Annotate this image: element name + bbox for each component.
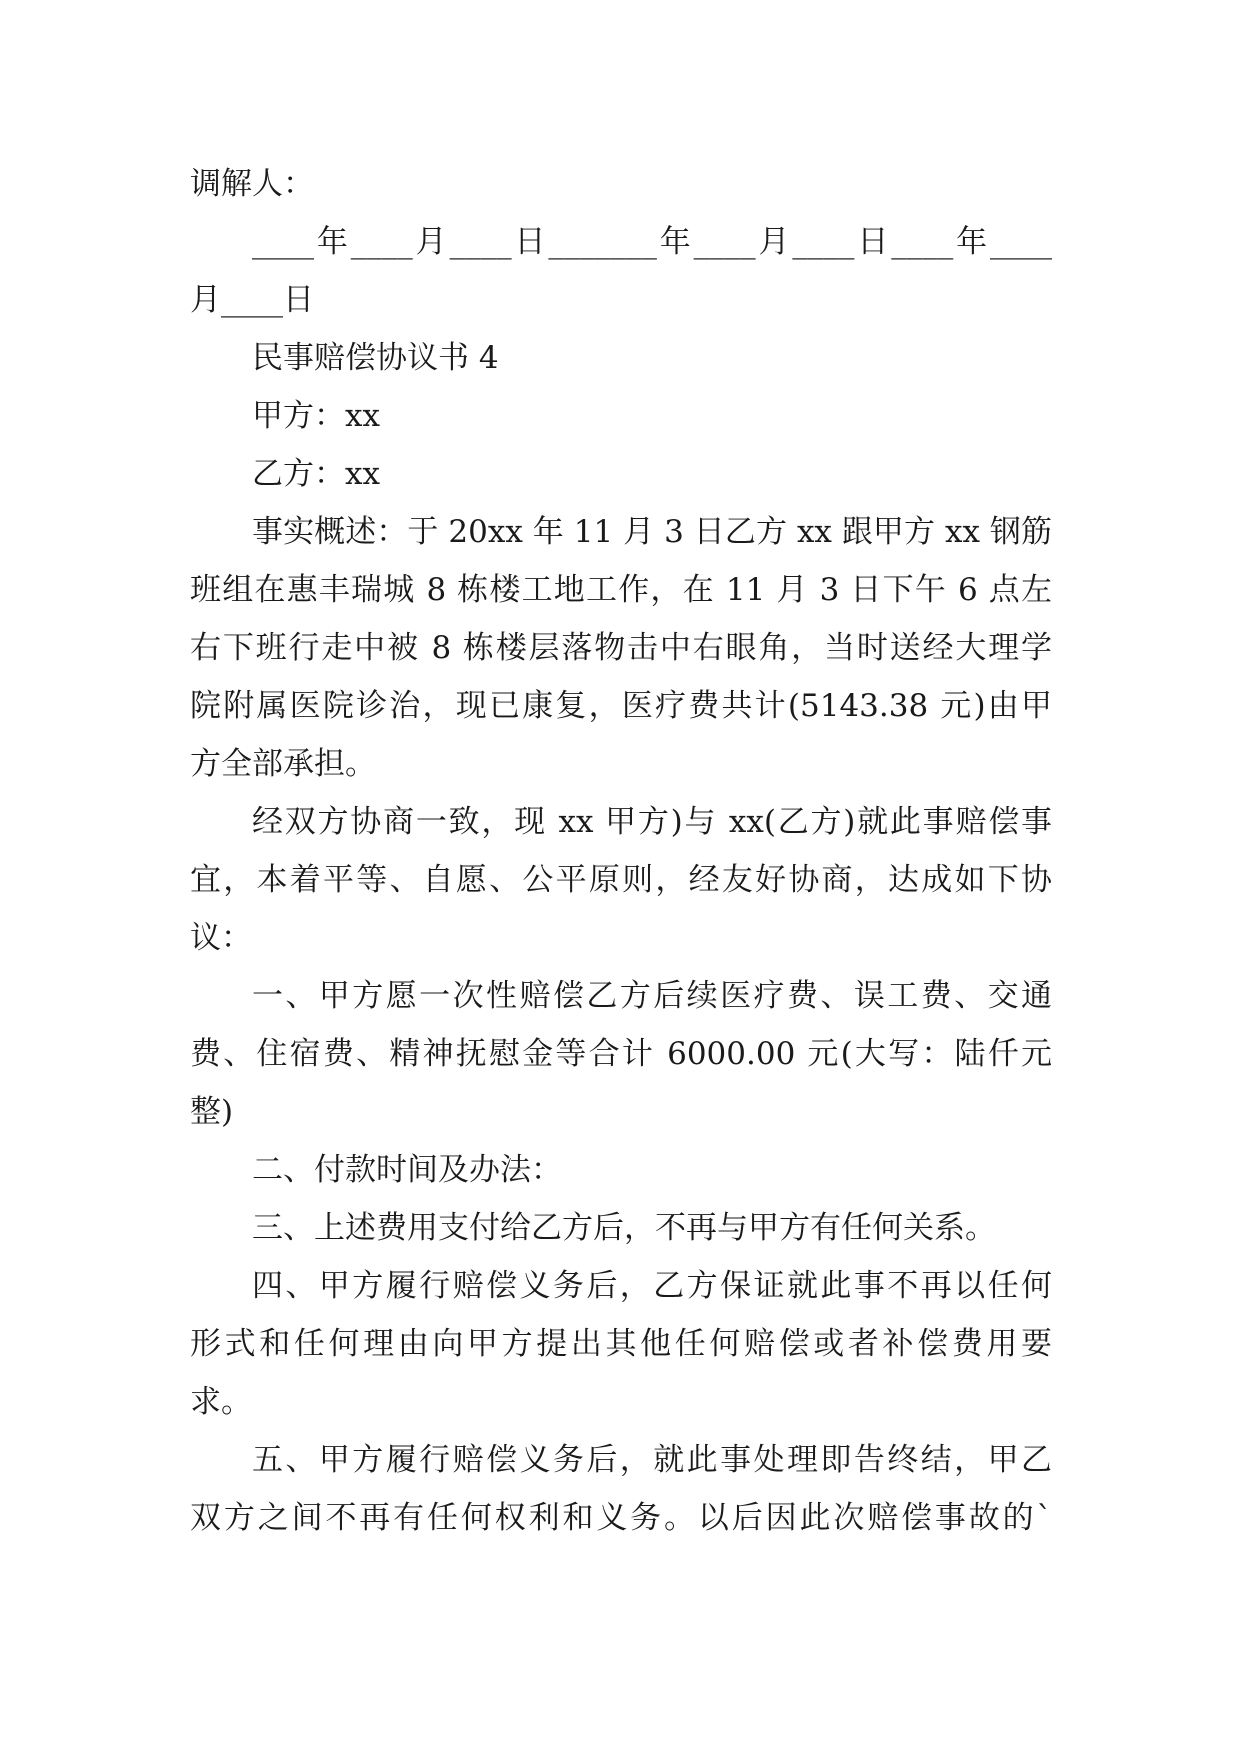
clause-four-line: 四、甲方履行赔偿义务后，乙方保证就此事不再以任何 (252, 1268, 1052, 1304)
clause-one-line: 整) (190, 1094, 234, 1130)
clause-four-line: 求。 (190, 1384, 252, 1420)
paragraph-line: 院附属医院诊治，现已康复，医疗费共计(5143.38 元)由甲 (190, 688, 1052, 724)
clause-five-line: 五、甲方履行赔偿义务后，就此事处理即告终结，甲乙 (252, 1442, 1052, 1478)
paragraph-line: 事实概述：于 20xx 年 11 月 3 日乙方 xx 跟甲方 xx 钢筋 (252, 514, 1052, 550)
paragraph-line: 右下班行走中被 8 栋楼层落物击中右眼角，当时送经大理学 (190, 630, 1052, 666)
clause-two-line: 二、付款时间及办法： (252, 1152, 562, 1188)
paragraph-line: 经双方协商一致，现 xx 甲方)与 xx(乙方)就此事赔偿事 (252, 804, 1052, 840)
agreement-title: 民事赔偿协议书 4 (252, 340, 499, 376)
paragraph-line: 议： (190, 920, 252, 956)
clause-five-line: 双方之间不再有任何权利和义务。以后因此次赔偿事故的` (190, 1500, 1052, 1536)
clause-four-line: 形式和任何理由向甲方提出其他任何赔偿或者补偿费用要 (190, 1326, 1052, 1362)
date-blanks-line: ____年____月____日_______年____月____日____年____ (252, 224, 1052, 260)
date-blanks-line-end: 月____日 (190, 282, 314, 318)
paragraph-line: 班组在惠丰瑞城 8 栋楼工地工作，在 11 月 3 日下午 6 点左 (190, 572, 1052, 608)
paragraph-line: 宜，本着平等、自愿、公平原则，经友好协商，达成如下协 (190, 862, 1052, 898)
clause-one-line: 费、住宿费、精神抚慰金等合计 6000.00 元(大写：陆仟元 (190, 1036, 1052, 1072)
clause-three-line: 三、上述费用支付给乙方后，不再与甲方有任何关系。 (252, 1210, 996, 1246)
paragraph-line: 方全部承担。 (190, 746, 376, 782)
party-a-line: 甲方：xx (252, 398, 380, 434)
party-b-line: 乙方：xx (252, 456, 380, 492)
clause-one-line: 一、甲方愿一次性赔偿乙方后续医疗费、误工费、交通 (252, 978, 1052, 1014)
mediator-label: 调解人： (190, 166, 314, 202)
